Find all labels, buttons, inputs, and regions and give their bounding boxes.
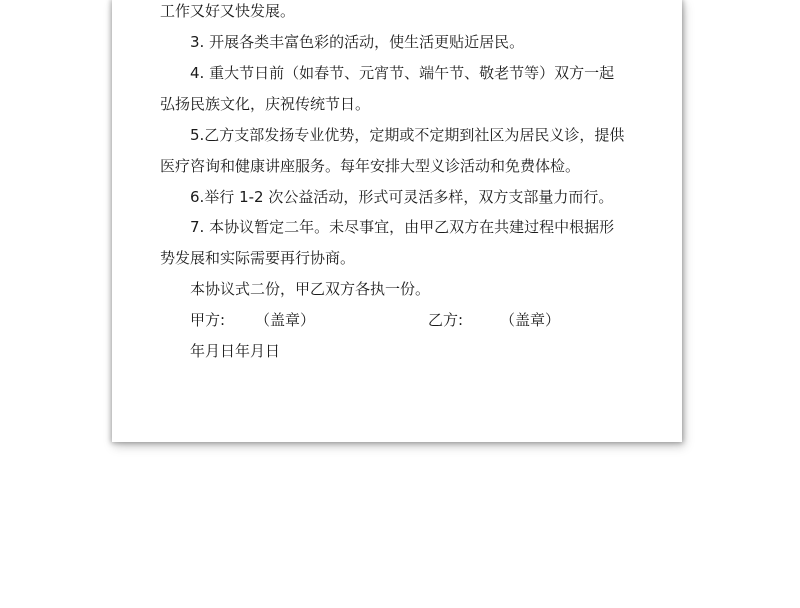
text-line-4: 弘扬民族文化，庆祝传统节日。: [160, 95, 371, 113]
text-line-1: 工作又好又快发展。: [160, 2, 296, 20]
party-a-label: 甲方:: [190, 311, 226, 329]
text-line-8: 7. 本协议暂定二年。未尽事宜，由甲乙双方在共建过程中根据形: [190, 218, 615, 236]
party-a-seal: （盖章）: [255, 311, 316, 329]
text-line-10: 本协议式二份，甲乙双方各执一份。: [190, 280, 431, 298]
text-line-2: 3. 开展各类丰富色彩的活动，使生活更贴近居民。: [190, 33, 525, 51]
text-line-7: 6.举行 1-2 次公益活动，形式可灵活多样，双方支部量力而行。: [190, 188, 614, 206]
document-page: [112, 0, 682, 442]
date-line: 年月日年月日: [190, 342, 281, 360]
text-line-5: 5.乙方支部发扬专业优势，定期或不定期到社区为居民义诊，提供: [190, 126, 625, 144]
party-b-label: 乙方:: [428, 311, 464, 329]
text-line-9: 势发展和实际需要再行协商。: [160, 249, 356, 267]
text-line-3: 4. 重大节日前（如春节、元宵节、端午节、敬老节等）双方一起: [190, 64, 615, 82]
text-line-6: 医疗咨询和健康讲座服务。每年安排大型义诊活动和免费体检。: [160, 157, 581, 175]
party-b-seal: （盖章）: [500, 311, 561, 329]
